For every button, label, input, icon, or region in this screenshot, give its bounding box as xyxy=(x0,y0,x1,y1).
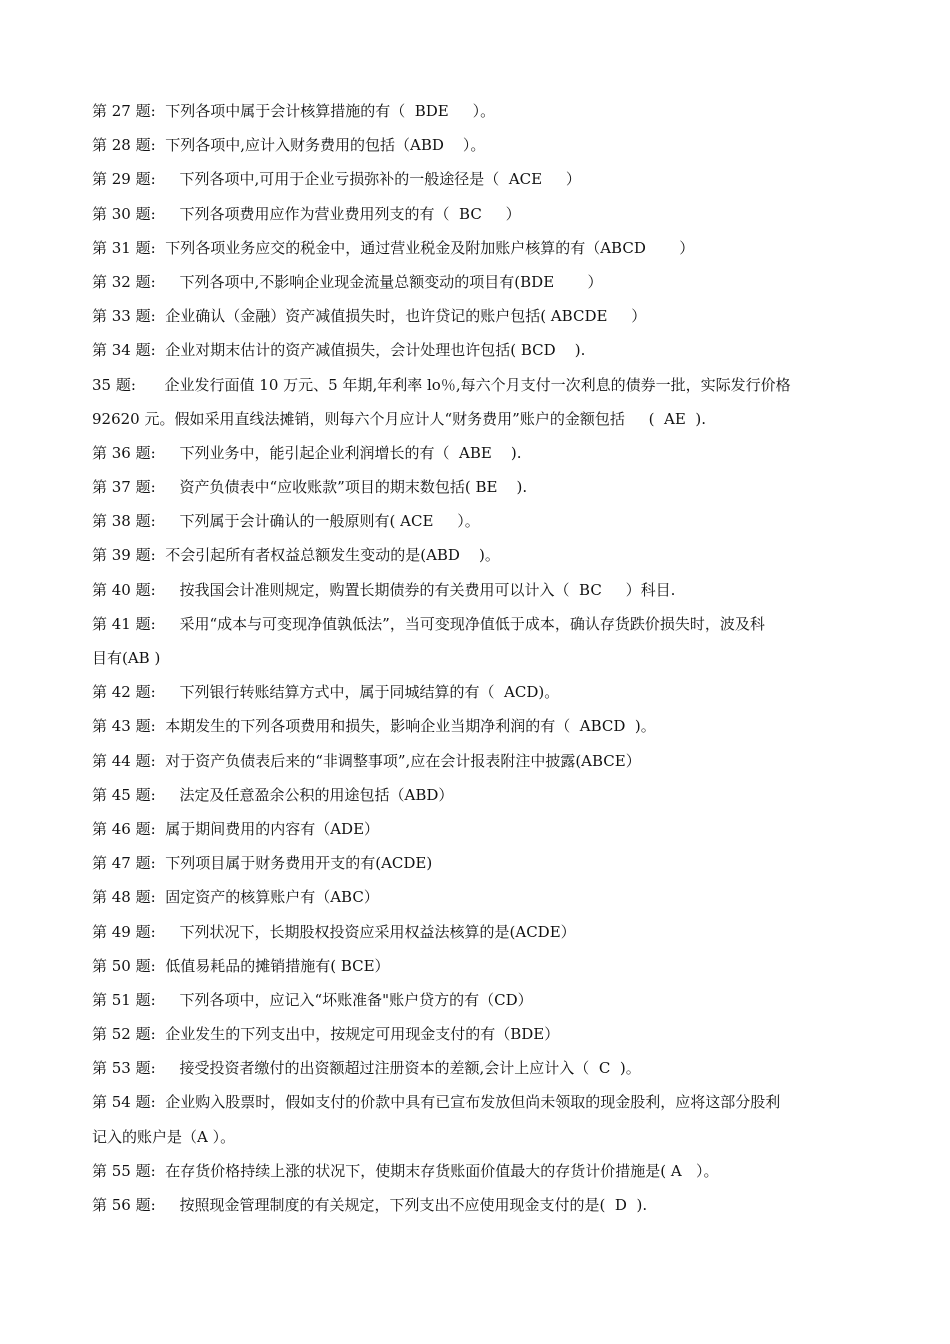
question-34: 第 34 题: 企业对期末估计的资产减值损失，会计处理也许包括( BCD ). xyxy=(92,341,586,360)
question-35-continued: 92620 元。假如采用直线法摊销，则每六个月应计人“财务费用”账户的金额包括 ( AE ). xyxy=(92,409,706,428)
question-27: 第 27 题: 下列各项中属于会计核算措施的有（ BDE ）。 xyxy=(92,102,496,120)
question-55: 第 55 题: 在存货价格持续上涨的状况下，使期末存货账面价值最大的存货计价措施是( A ）。 xyxy=(92,1161,719,1180)
question-48: 第 48 题: 固定资产的核算账户有（ABC） xyxy=(92,888,379,907)
question-30: 第 30 题: 下列各项费用应作为营业费用列支的有（ BC ） xyxy=(92,204,521,223)
question-35: 35 题: 企业发行面值 10 万元、5 年期,年利率 lo％,每六个月支付一次利息的债券一批，实际发行价格 xyxy=(92,375,791,394)
question-31: 第 31 题: 下列各项业务应交的税金中，通过营业税金及附加账户核算的有（ABCD ） xyxy=(92,238,695,257)
question-46: 第 46 题: 属于期间费用的内容有（ADE） xyxy=(92,819,380,838)
question-29: 第 29 题: 下列各项中,可用于企业亏损弥补的一般途径是（ ACE ） xyxy=(92,170,581,189)
question-56: 第 56 题: 按照现金管理制度的有关规定，下列支出不应使用现金支付的是( D ). xyxy=(92,1196,648,1214)
question-51: 第 51 题: 下列各项中，应记入“坏账准备"账户贷方的有（CD） xyxy=(92,990,533,1009)
question-39: 第 39 题: 不会引起所有者权益总额发生变动的是(ABD )。 xyxy=(92,546,500,565)
question-38: 第 38 题: 下列属于会计确认的一般原则有( ACE ）。 xyxy=(92,512,480,531)
question-28: 第 28 题: 下列各项中,应计入财务费用的包括（ABD ）。 xyxy=(92,136,486,155)
question-53: 第 53 题: 接受投资者缴付的出资额超过注册资本的差额,会计上应计入（ C )。 xyxy=(92,1059,641,1078)
question-33: 第 33 题: 企业确认（金融）资产减值损失时，也许贷记的账户包括( ABCDE ） xyxy=(92,307,647,326)
question-36: 第 36 题: 下列业务中，能引起企业利润增长的有（ ABE ). xyxy=(92,443,522,462)
question-40: 第 40 题: 按我国会计准则规定，购置长期债券的有关费用可以计入（ BC ）科目. xyxy=(92,580,676,599)
question-54-continued: 记入的账户是（A ）。 xyxy=(92,1127,236,1146)
question-43: 第 43 题: 本期发生的下列各项费用和损失，影响企业当期净利润的有（ ABCD )。 xyxy=(92,717,656,736)
question-49: 第 49 题: 下列状况下，长期股权投资应采用权益法核算的是(ACDE） xyxy=(92,922,576,941)
question-52: 第 52 题: 企业发生的下列支出中，按规定可用现金支付的有（BDE） xyxy=(92,1025,560,1044)
question-47: 第 47 题: 下列项目属于财务费用开支的有(ACDE) xyxy=(92,854,433,873)
question-32: 第 32 题: 下列各项中,不影响企业现金流量总额变动的项目有(BDE ） xyxy=(92,272,603,291)
question-42: 第 42 题: 下列银行转账结算方式中，属于同城结算的有（ ACD)。 xyxy=(92,683,560,702)
question-54: 第 54 题: 企业购入股票时，假如支付的价款中具有已宣布发放但尚未领取的现金股利，应将这部分股利 xyxy=(92,1093,781,1112)
question-41-continued: 目有(AB ) xyxy=(92,649,161,667)
question-44: 第 44 题: 对于资产负债表后来的“非调整事项”,应在会计报表附注中披露(ABCE） xyxy=(92,751,641,770)
question-37: 第 37 题: 资产负债表中“应收账款”项目的期末数包括( BE ). xyxy=(92,478,528,497)
question-41: 第 41 题: 采用“成本与可变现净值孰低法”，当可变现净值低于成本，确认存货跌价损失时，波及科 xyxy=(92,614,765,633)
question-45: 第 45 题: 法定及任意盈余公积的用途包括（ABD） xyxy=(92,785,454,804)
document-page xyxy=(92,100,862,1228)
question-50: 第 50 题: 低值易耗品的摊销措施有( BCE） xyxy=(92,956,390,975)
